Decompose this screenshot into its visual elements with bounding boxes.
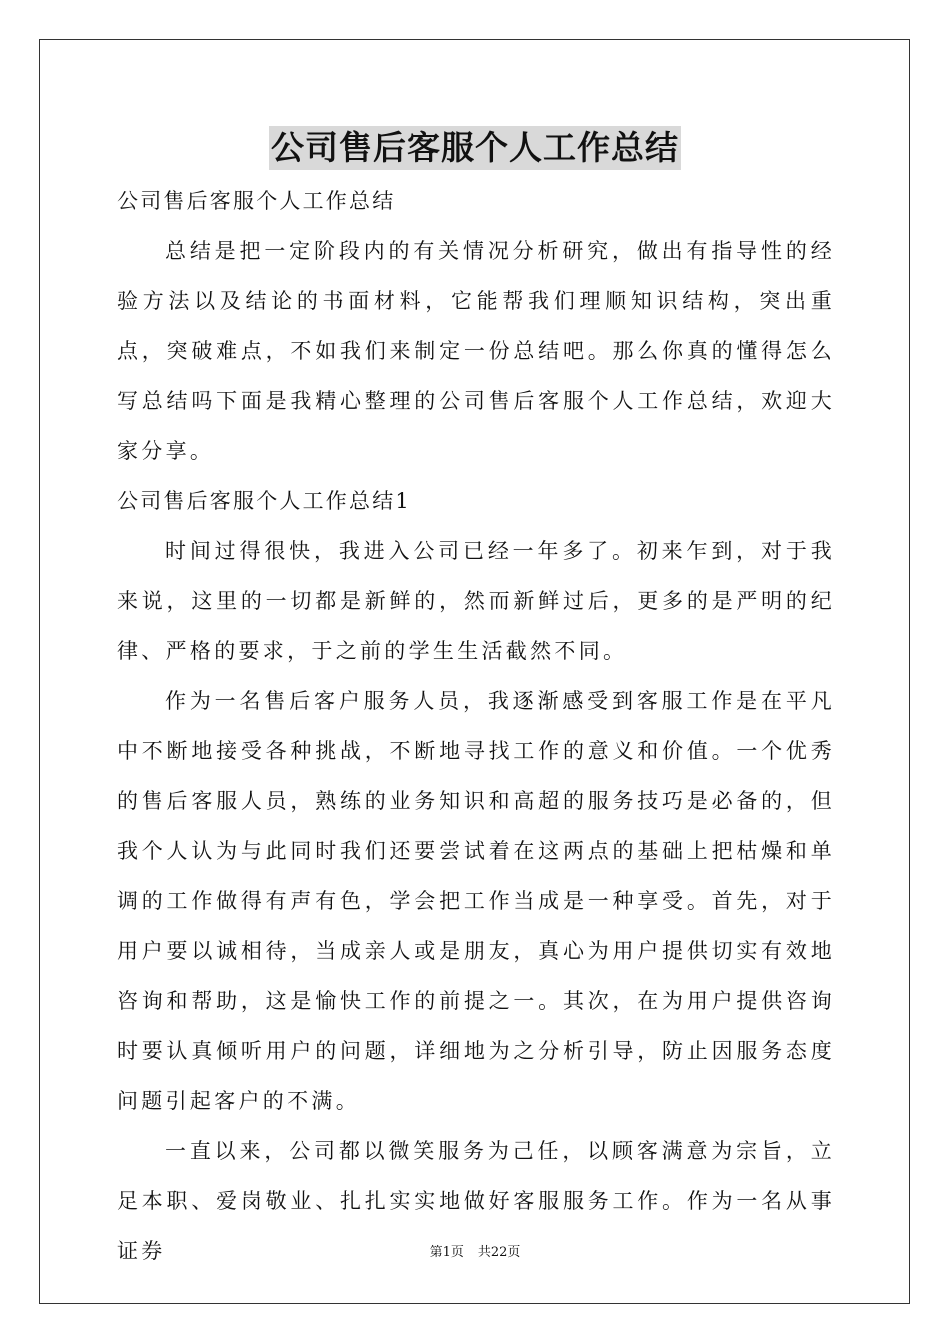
document-title: 公司售后客服个人工作总结 <box>269 126 681 170</box>
body-paragraph: 时间过得很快，我进入公司已经一年多了。初来乍到，对于我来说，这里的一切都是新鲜的，然而新鲜过后，更多的是严明的纪律、严格的要求，于之前的学生生活截然不同。 <box>117 539 835 663</box>
page-number: 第1页 <box>429 1245 464 1260</box>
section-heading: 公司售后客服个人工作总结 <box>117 189 396 213</box>
page-total: 共22页 <box>477 1245 521 1260</box>
section-heading: 公司售后客服个人工作总结1 <box>117 489 411 513</box>
page-footer <box>0 1244 950 1262</box>
body-paragraph: 一直以来，公司都以微笑服务为己任，以顾客满意为宗旨，立足本职、爱岗敬业、扎扎实实地做好客服服务工作。作为一名从事证券 <box>117 1139 835 1263</box>
body-paragraph: 作为一名售后客户服务人员，我逐渐感受到客服工作是在平凡中不断地接受各种挑战，不断地寻找工作的意义和价值。一个优秀的售后客服人员，熟练的业务知识和高超的服务技巧是必备的，但我个人认为与此同时我们还要尝试着在这两点的基础上把枯燥和单调的工作做得有声有色，学会把工作当成是一种享受。首先，对于用户要以诚相待，当成亲人或是朋友，真心为用户提供切实有效地咨询和帮助，这是愉快工作的前提之一。其次，在为用户提供咨询时要认真倾听用户的问题，详细地为之分析引导，防止因服务态度问题引起客户的不满。 <box>117 689 835 1113</box>
body-paragraph: 总结是把一定阶段内的有关情况分析研究，做出有指导性的经验方法以及结论的书面材料，它能帮我们理顺知识结构，突出重点，突破难点，不如我们来制定一份总结吧。那么你真的懂得怎么写总结吗下面是我精心整理的公司售后客服个人工作总结，欢迎大家分享。 <box>117 239 835 463</box>
title-container <box>0 126 950 170</box>
document-body <box>117 176 835 1276</box>
